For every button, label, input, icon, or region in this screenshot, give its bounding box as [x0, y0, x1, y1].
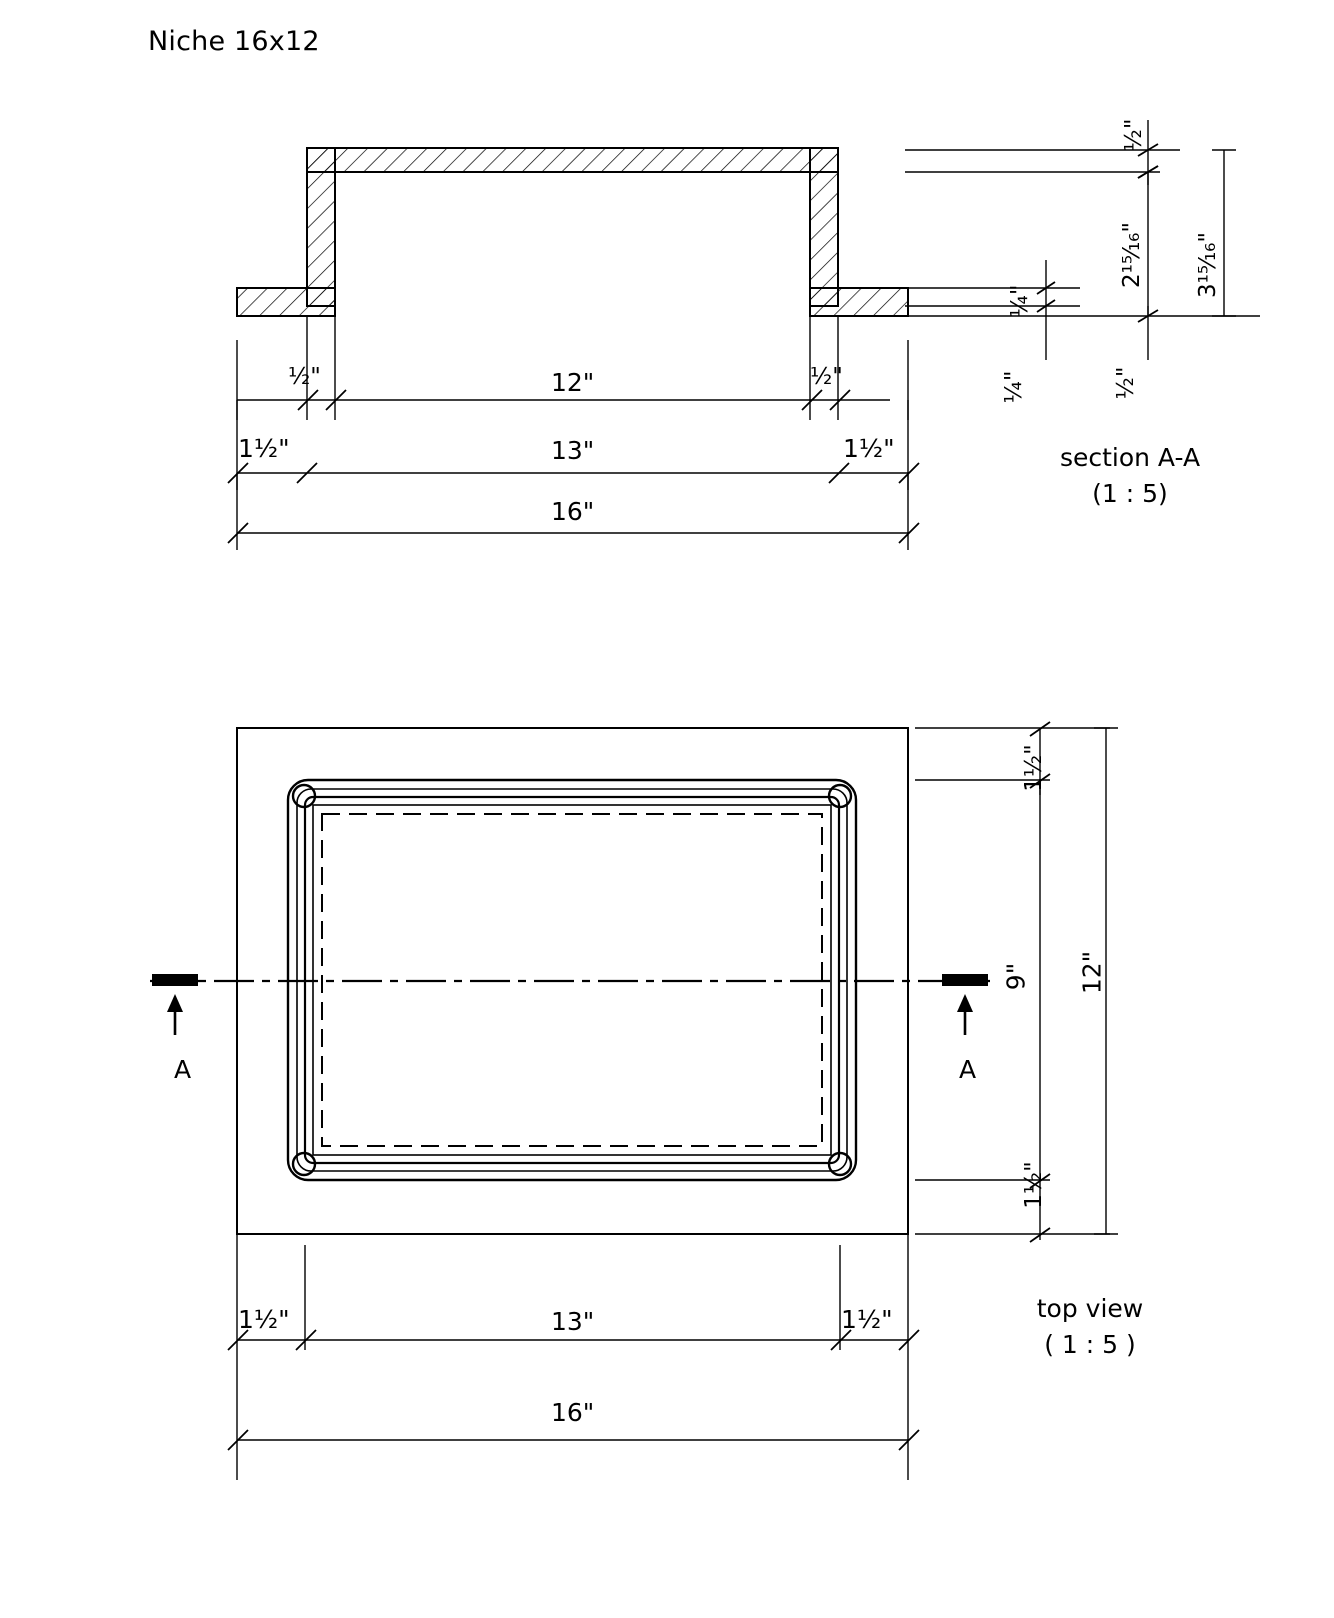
- dim-top-mid-width: 13": [551, 1307, 595, 1336]
- top-view-caption-title: top view: [1036, 1294, 1144, 1323]
- dim-sec-left-half: ½": [288, 364, 321, 390]
- dim-sec-half-lower: ½": [1113, 366, 1139, 400]
- dim-sec-inner-width: 12": [551, 368, 595, 397]
- section-mark-right-label: A: [959, 1055, 977, 1084]
- dim-sec-depth-inner: 2¹⁵⁄₁₆": [1119, 222, 1145, 288]
- dim-top-right-flange: 1½": [841, 1305, 893, 1334]
- dim-sec-mid-width: 13": [551, 436, 595, 465]
- dim-top-overall-width: 16": [551, 1398, 595, 1427]
- dim-sec-right-flange: 1½": [843, 434, 895, 463]
- dim-sec-quarter-upper: ¼": [1007, 284, 1033, 318]
- dim-sec-depth-overall: 3¹⁵⁄₁₆": [1195, 232, 1221, 298]
- dim-top-overall-height: 12": [1077, 950, 1107, 995]
- section-mark-left-label: A: [174, 1055, 192, 1084]
- dim-sec-left-flange: 1½": [238, 434, 290, 463]
- page-title: Niche 16x12: [148, 26, 320, 57]
- top-view-caption-scale: ( 1 : 5 ): [1044, 1330, 1136, 1359]
- section-caption-title: section A-A: [1059, 443, 1201, 472]
- dim-top-left-flange: 1½": [238, 1305, 290, 1334]
- dim-sec-right-half: ½": [810, 364, 843, 390]
- section-caption-scale: (1 : 5): [1092, 479, 1168, 508]
- dim-top-inner-height: 9": [1001, 962, 1031, 991]
- top-view-graphic: [0, 700, 1334, 1560]
- dim-sec-top-lip: ½": [1121, 118, 1147, 152]
- dim-sec-quarter-lower: ¼": [1001, 370, 1027, 404]
- dim-top-lower-flange: 1½": [1021, 1161, 1047, 1209]
- dim-sec-overall-width: 16": [551, 497, 595, 526]
- dim-top-upper-flange: 1½": [1021, 744, 1047, 792]
